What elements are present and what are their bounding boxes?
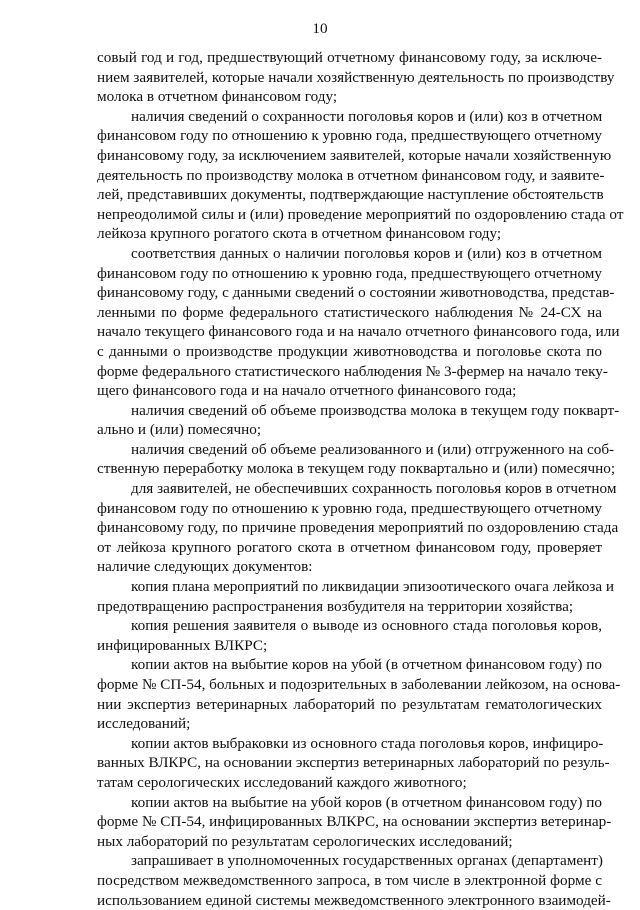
- text-line: нием заявителей, которые начали хозяйственную деятельность по производству: [97, 68, 615, 86]
- text-line: запрашивает в уполномоченных государственных органах (департамент): [131, 852, 603, 870]
- text-line: наличия сведений об объеме реализованного и (или) отгруженного на соб-: [131, 440, 615, 458]
- text-line: форме № СП-54, больных и подозрительных в заболевании лейкозом, на основа-: [97, 676, 621, 693]
- text-line: инфицированных ВЛКРС;: [97, 636, 268, 654]
- text-line: ально и (или) помесячно;: [97, 421, 262, 439]
- text-line: копии актов выбраковки из основного стада поголовья коров, инфициро-: [131, 734, 604, 752]
- text-line: финансовому году, с данными сведений о состоянии животноводства, представ-: [97, 284, 615, 302]
- text-line: наличие следующих документов:: [97, 558, 313, 576]
- text-line: соответствия данных о наличии поголовья коров и (или) коз в отчетном: [131, 244, 602, 262]
- text-line: непреодолимой силы и (или) проведение мероприятий по оздоровлению стада от: [97, 205, 624, 223]
- text-line: начало текущего финансового года и на начало отчетного финансового года, или: [97, 323, 620, 341]
- text-line: предотвращению распространения возбудителя на территории хозяйства;: [97, 597, 574, 615]
- text-line: ственную переработку молока в текущем году поквартально и (или) помесячно;: [97, 460, 616, 478]
- text-line: молока в отчетном финансовом году;: [97, 88, 338, 106]
- text-line: копия плана мероприятий по ликвидации эпизоотического очага лейкоза и: [131, 578, 615, 596]
- text-line: копии актов на выбытие на убой коров (в отчетном финансовом году) по: [131, 793, 602, 811]
- text-line: ных лабораторий по результатам серологических исследований;: [97, 832, 513, 850]
- text-line: щего финансового года и на начало отчетного финансового года;: [97, 382, 517, 400]
- text-line: с данными о производстве продукции животноводства и поголовье скота по: [97, 342, 602, 360]
- text-line: татам серологических исследований каждого животного;: [97, 773, 467, 791]
- text-line: финансовому году, по причине проведения мероприятий по оздоровлению стада: [97, 519, 619, 537]
- text-line: совый год и год, предшествующий отчетному финансовому году, за исключе-: [97, 49, 602, 66]
- text-line: от лейкоза крупного рогатого скота в отчетном финансовом году, проверяет: [97, 538, 602, 556]
- text-line: для заявителей, не обеспечивших сохранность поголовья коров в отчетном: [131, 480, 617, 498]
- text-line: наличия сведений об объеме производства молока в текущем году покварт-: [131, 401, 620, 419]
- text-line: копии актов на выбытие коров на убой (в отчетном финансовом году) по: [131, 656, 602, 674]
- text-line: посредством межведомственного запроса, в том числе в электронной форме с: [97, 871, 602, 889]
- text-line: лей, представивших документы, подтверждающие наступление обстоятельств: [97, 186, 604, 204]
- text-line: деятельность по производству молока в отчетном финансовом году, и заявите-: [97, 166, 605, 184]
- text-line: финансовом году по отношению к уровню года, предшествующего отчетному: [97, 264, 602, 282]
- text-line: финансовому году, за исключением заявителей, которые начали хозяйственную: [97, 146, 612, 164]
- text-line: финансовом году по отношению к уровню года, предшествующего отчетному: [97, 499, 602, 517]
- text-line: форме № СП-54, инфицированных ВЛКРС, на основании экспертиз ветеринар-: [97, 813, 612, 831]
- text-line: нии экспертиз ветеринарных лабораторий по результатам гематологических: [97, 695, 602, 713]
- page-number: 10: [312, 20, 328, 37]
- text-line: копия решения заявителя о выводе из основного стада поголовья коров,: [131, 617, 602, 635]
- text-line: форме федерального статистического наблюдения № 3-фермер на начало теку-: [97, 362, 608, 380]
- text-line: наличия сведений о сохранности поголовья коров и (или) коз в отчетном: [131, 107, 603, 125]
- text-line: лейкоза крупного рогатого скота в отчетном финансовом году;: [97, 225, 502, 243]
- text-line: финансовом году по отношению к уровню года, предшествующего отчетному: [97, 127, 602, 145]
- text-line: ванных ВЛКРС, на основании экспертиз ветеринарных лабораторий по резуль-: [97, 754, 610, 772]
- body-text: [97, 48, 624, 910]
- text-line: исследований;: [97, 715, 191, 733]
- text-line: использованием единой системы межведомственного электронного взаимодей-: [97, 891, 611, 909]
- text-line: ленными по форме федерального статистического наблюдения № 24-СХ на: [97, 303, 602, 321]
